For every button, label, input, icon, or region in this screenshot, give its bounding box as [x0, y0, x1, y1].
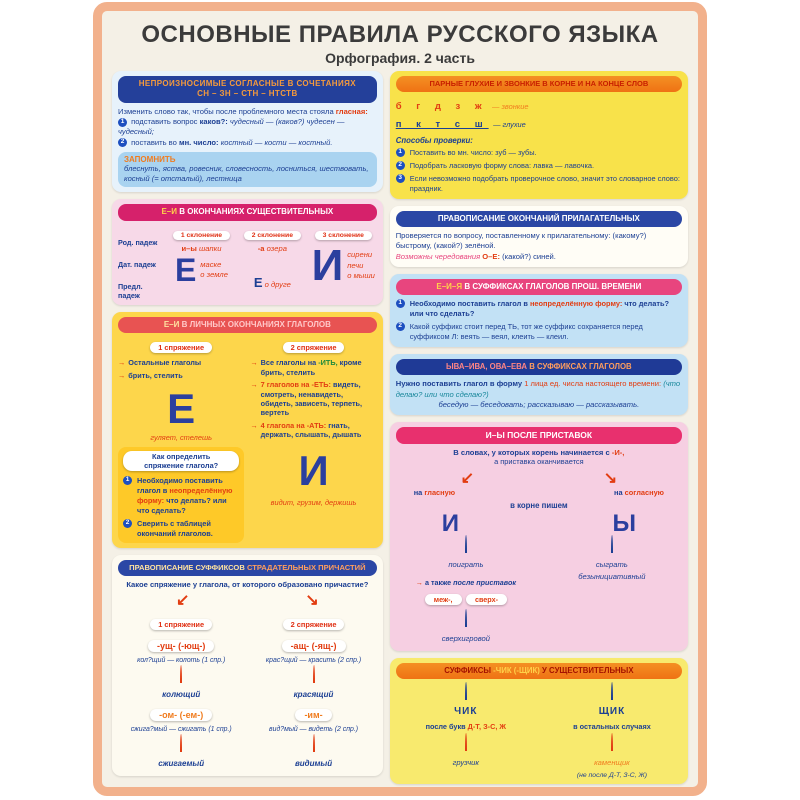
alternation-note: Возможны чередования: [395, 251, 483, 261]
decl1-examples: [200, 260, 228, 281]
suffix-asch: -ащ- (-ящ-): [282, 640, 346, 652]
decl1-example: шапки: [198, 243, 222, 253]
conj2-item-text: [261, 358, 377, 377]
decl3-examples: [347, 250, 375, 281]
how-step-1-text: [137, 476, 239, 516]
section-past-tense-suffixes: [390, 274, 688, 347]
section-yva-iva-suffixes: [390, 354, 688, 415]
conjugation-2-label: 2 спряжение: [283, 619, 345, 630]
header-part1: СУФФИКСЫ: [444, 666, 494, 676]
alternation-letters: О–Е:: [482, 251, 500, 261]
header-rest: В СУФФИКСАХ ГЛАГОЛОВ: [527, 362, 632, 372]
schik-example: [542, 734, 682, 770]
decl1-dative-example: маске: [200, 259, 222, 269]
step-badge: 2: [396, 322, 405, 331]
how1-pre: Необходимо поставить глагол в: [137, 476, 223, 496]
section-unpronounceable-consonants: [112, 71, 383, 192]
schik-example-word: каменщик: [594, 758, 630, 768]
check-way-2: [396, 161, 682, 171]
header-rest: В ЛИЧНЫХ ОКОНЧАНИЯХ ГЛАГОЛОВ: [179, 319, 331, 329]
declension-1-label: 1 склонение: [173, 231, 230, 240]
participle-columns: [118, 614, 377, 771]
header-part1: ПРАВОПИСАНИЕ СУФФИКСОВ: [129, 562, 247, 572]
suffix-schik: ЩИК: [598, 706, 626, 718]
chik-letters: Д-Т, З-С, Ж: [467, 722, 506, 732]
section-noun-endings: [112, 199, 383, 304]
rule-text: [396, 379, 682, 400]
header-highlight: -ЧИК (-ЩИК): [493, 666, 540, 676]
decl3-prep-example: о мыши: [347, 270, 375, 280]
conj1-examples: гуляет, стелешь: [150, 433, 212, 443]
result-4-word: видимый: [294, 758, 333, 768]
conj2-item: [250, 380, 376, 418]
columns: [112, 71, 688, 791]
section-header: ПРАВОПИСАНИЕ ОКОНЧАНИЙ ПРИЛАГАТЕЛЬНЫХ: [396, 211, 682, 227]
conj1-item: [118, 371, 244, 380]
voiced-label: — звонкие: [492, 101, 529, 111]
chik-example: [396, 734, 536, 770]
decl2-prep: [239, 274, 306, 292]
section-header: [118, 204, 377, 220]
big-letter-i: И: [441, 510, 459, 538]
section-verb-endings: [112, 312, 383, 548]
check-way-3-text: Если невозможно подобрать проверочное слово, значит это словарное слово: праздник.: [409, 173, 680, 193]
prefix-sverh: сверх-: [466, 594, 507, 605]
intro1-pre: В словах, у которых корень начинается с: [453, 448, 612, 458]
decl1-ending: и–ы: [181, 243, 197, 253]
remember-label: ЗАПОМНИТЬ: [124, 154, 176, 164]
declension-2-label: 2 склонение: [244, 231, 301, 240]
case-dative: Дат. падеж: [118, 259, 156, 269]
result-3-word: красящий: [293, 689, 334, 699]
section-header: [396, 279, 682, 295]
arrow-down-left-icon: ↙: [460, 470, 474, 488]
chik-column: [396, 683, 536, 779]
i2-pre: 7 глаголов на: [260, 380, 312, 390]
header-part2: У СУЩЕСТВИТЕЛЬНЫХ: [539, 666, 634, 676]
s1-highlight: неопределённую форму:: [529, 299, 625, 309]
arrow-icon: →: [250, 358, 258, 368]
suffix-arc-icon: [465, 682, 467, 700]
section-header: И–Ы ПОСЛЕ ПРИСТАВОК: [396, 427, 682, 444]
remember-box: [118, 152, 377, 188]
also-note: [404, 578, 528, 587]
result-4: [250, 735, 376, 771]
example-2: сжига?мый — сжигать (1 спр.): [130, 725, 232, 733]
i2-suffix: -ЕТЬ:: [311, 380, 331, 390]
section-adjective-endings: [390, 206, 688, 267]
decl3-genitive-example: сирени: [347, 250, 373, 260]
how-step-2-text: Сверить с таблицей окончаний глаголов.: [137, 518, 213, 538]
prefix-arc-icon: [465, 609, 467, 627]
big-letter-i: И: [311, 240, 344, 290]
case-genitive: Род. падеж: [118, 237, 158, 247]
step-badge: 1: [123, 476, 132, 485]
prefix-arc-icon: [465, 535, 467, 553]
section-header: [118, 76, 377, 103]
i1-suffix: -ИТЬ,: [318, 358, 338, 368]
step-badge: 3: [396, 174, 405, 183]
step1-question: каков?:: [199, 117, 228, 127]
how1-highlight: неопределённую форму:: [137, 486, 233, 505]
conjugation-1-label: 1 спряжение: [150, 342, 212, 353]
section-paired-consonants: [390, 71, 688, 199]
prefix-arc-icon: [611, 535, 613, 553]
big-letter-i: И: [298, 446, 329, 494]
conjugation-2-label: 2 спряжение: [283, 342, 345, 353]
declension-2: [239, 224, 306, 300]
step2-keyword: мн. число:: [178, 137, 219, 147]
s1-question: что делать? или что сделать?: [409, 299, 670, 319]
chik-rule: [396, 722, 536, 731]
header-line1: НЕПРОИЗНОСИМЫЕ СОГЛАСНЫЕ В СОЧЕТАНИЯХ: [138, 79, 356, 88]
examples: беседую — беседовать; рассказываю — рассказывать.: [438, 399, 640, 409]
rule-line-1: Проверяется по вопросу, поставленному к прилагательному: (какому?) быстрому, (какой?) зелёной.: [395, 231, 647, 251]
conj2-item: [250, 421, 376, 440]
step1-text: подставить вопрос: [129, 117, 200, 127]
suffix-arc-icon: [611, 733, 613, 751]
vowel-case: [414, 488, 455, 497]
conj1-item: [118, 358, 244, 367]
result-3: [250, 666, 376, 702]
suffix-columns: [396, 683, 682, 779]
voiced-letters: б г д з ж: [395, 100, 488, 112]
decl3-dative-example: печи: [347, 260, 364, 270]
i1-pre: Все глаголы на: [260, 358, 319, 368]
suffix-chik: ЧИК: [454, 706, 478, 718]
consonant-word: согласную: [624, 488, 664, 498]
check-ways-label: Способы проверки:: [395, 135, 473, 145]
how-step-1: [123, 476, 239, 516]
consonant-example-1: сыграть: [595, 560, 628, 570]
result-2: [118, 735, 244, 771]
step-badge: 1: [396, 148, 405, 157]
conj2-item-text: [261, 421, 377, 440]
step-badge: 2: [123, 519, 132, 528]
big-letter-e: Е: [174, 251, 197, 288]
conj2-item-text: [261, 380, 377, 418]
branch-arrows: [118, 590, 377, 610]
rule-text: [118, 107, 377, 148]
check-way-3: [396, 174, 682, 194]
suffix-arc-icon: [313, 734, 315, 752]
section-header: [118, 560, 377, 576]
conjugation-1-column: [118, 337, 244, 543]
conj1-item-text: Остальные глаголы: [128, 358, 202, 368]
also-bold: после приставок: [453, 578, 516, 588]
decl2-ending: -а: [257, 243, 265, 253]
suffix-im: -им-: [295, 709, 331, 721]
poster-frame: [93, 2, 707, 796]
declension-1: [168, 224, 235, 300]
step-1-text: [410, 299, 682, 319]
schik-note: (не после Д-Т, З-С, Ж): [576, 772, 647, 780]
header-rest: В СУФФИКСАХ ГЛАГОЛОВ ПРОШ. ВРЕМЕНИ: [462, 281, 642, 291]
suffix-om: -ом- (-ем-): [150, 709, 212, 721]
branch-arrows: [396, 468, 682, 488]
decl2-example: озера: [266, 243, 287, 253]
i1-post: кроме брить, стелить: [260, 358, 362, 377]
chik-example-word: грузчик: [452, 758, 479, 768]
rule-highlight: 1 лица ед. числа настоящего времени:: [524, 379, 662, 389]
conj2-item: [250, 358, 376, 377]
voiceless-letters: п к т с ш: [395, 118, 489, 130]
section-header: [396, 663, 682, 679]
also-example-word: сверхигровой: [441, 634, 490, 644]
header-rest: В ОКОНЧАНИЯХ СУЩЕСТВИТЕЛЬНЫХ: [177, 207, 334, 217]
consonant-pairs: [396, 96, 682, 132]
decl1-prep-example: о земле: [200, 269, 228, 279]
declension-3-label: 3 склонение: [315, 231, 372, 240]
vowel-pre: на: [413, 488, 425, 498]
case-labels: [396, 488, 682, 497]
big-letter-y: Ы: [612, 510, 636, 538]
rule-pre: Нужно поставить глагол в форму: [395, 379, 525, 389]
small-letter-e: Е: [253, 274, 263, 290]
i3-post: гнать, держать, слышать, дышать: [260, 420, 362, 440]
conjugation-columns: [118, 337, 377, 543]
intro-line-1: [396, 448, 682, 457]
header-highlight: Е–И–Я: [436, 281, 463, 291]
example-4: вид?мый — видеть (2 спр.): [269, 725, 359, 733]
i3-pre: 4 глагола на: [260, 420, 307, 430]
step2-text: поставить во: [129, 137, 179, 147]
result-2-word: сжигаемый: [158, 758, 205, 768]
big-letter-e: Е: [167, 385, 196, 433]
i2-post: видеть, смотреть, ненавидеть, обидеть, зависеть, терпеть, вертеть: [260, 380, 363, 418]
header-line2: СН – ЗН – СТН – НТСТВ: [197, 89, 298, 99]
step1-badge: 1: [118, 118, 127, 127]
rule-question: (что делаю? или что сделаю?): [395, 379, 681, 399]
intro: Изменить слово так, чтобы после проблемного места стояла: [118, 106, 336, 116]
poster-subtitle: Орфография. 2 часть: [325, 50, 475, 66]
vowel-example-word: поиграть: [448, 560, 484, 570]
alternation-example: (какой?) синей.: [500, 251, 556, 261]
remember-words: блеснуть, яства, ровесник, словесность, лосниться, шествовать, косный (= отсталый), лестница: [124, 163, 369, 184]
vowel-word: гласную: [424, 488, 456, 498]
decl1-letter-block: [168, 251, 235, 288]
arrow-down-left-icon: ↙: [175, 591, 190, 609]
check-way-2-text: Подобрать ласковую форму слова: лавка — лавочка.: [409, 160, 595, 170]
decl2-prep-example: о друге: [264, 279, 291, 289]
how1-question: что делать? или что сделать?: [137, 496, 227, 515]
middle-label: в корне пишем: [510, 501, 568, 511]
arrow-down-right-icon: ↘: [603, 470, 618, 488]
schik-column: [542, 683, 682, 779]
conj1-item-text: брить, стелить: [128, 370, 183, 380]
big-letters: [396, 512, 682, 536]
right-column: [390, 71, 688, 791]
conjugation-2-column: [250, 337, 376, 543]
header-highlight: ЫВА–ИВА, ОВА–ЕВА: [446, 362, 528, 372]
decl2-genitive: [239, 244, 306, 254]
decl3-letter-block: [310, 240, 377, 290]
vowel-examples: [404, 536, 528, 646]
check-way-1: [396, 148, 682, 158]
question: Какое спряжение у глагола, от которого образовано причастие?: [126, 579, 369, 589]
schik-rule: в остальных случаях: [573, 722, 651, 732]
participle-conj2-column: [250, 614, 376, 771]
header-part2: СТРАДАТЕЛЬНЫХ ПРИЧАСТИЙ: [246, 562, 366, 572]
consonant-examples: [550, 536, 674, 581]
arrow-icon: →: [250, 380, 258, 390]
section-participle-suffixes: [112, 555, 383, 776]
case-labels: [118, 224, 164, 300]
how-step-2: [123, 519, 239, 539]
suffix-arc-icon: [180, 734, 182, 752]
suffix-usch: -ущ- (-ющ-): [148, 640, 214, 652]
how-to-title: Как определить спряжение глагола?: [123, 451, 239, 471]
declension-table: [118, 224, 377, 300]
left-column: [112, 71, 383, 783]
step2-badge: 2: [118, 138, 127, 147]
suffix-arc-icon: [313, 665, 315, 683]
s1-pre: Необходимо поставить глагол в: [409, 299, 530, 309]
declension-3: [310, 224, 377, 300]
step-badge: 1: [396, 299, 405, 308]
prefix-mezh: меж-,: [425, 594, 462, 605]
arrow-icon: →: [250, 420, 258, 430]
suffix-arc-icon: [180, 665, 182, 683]
header-highlight: Е–И: [163, 319, 180, 329]
step1-example: чудесный — (каков?) чудесен — чудесный;: [118, 117, 345, 137]
consonant-case: [614, 488, 664, 497]
consonant-pre: на: [614, 488, 625, 498]
suffix-arc-icon: [611, 682, 613, 700]
check-way-1-text: Поставить во мн. число: зуб — зубы.: [409, 147, 537, 157]
step-badge: 2: [396, 161, 405, 170]
step-2-text: Какой суффикс стоит перед ТЬ, тот же суффикс сохраняется перед суффиксом Л: веять — веял, клеить — клеил.: [409, 322, 643, 342]
arrow-icon: →: [415, 578, 423, 588]
also-pre: а также: [424, 578, 454, 588]
chik-rule-pre: после букв: [425, 722, 468, 732]
case-prepositional: Предл. падеж: [118, 281, 143, 300]
step-2: [396, 322, 682, 342]
step-1: [396, 299, 682, 319]
suffix-arc-icon: [465, 733, 467, 751]
how-to-box: [118, 447, 244, 543]
result-1: [118, 666, 244, 702]
result-1-word: колющий: [162, 689, 201, 699]
arrow-icon: →: [118, 370, 126, 380]
poster-title: ОСНОВНЫЕ ПРАВИЛА РУССКОГО ЯЗЫКА: [141, 21, 659, 48]
intro-highlight: гласная:: [335, 106, 368, 116]
header-highlight: Е–И: [161, 207, 178, 217]
example-columns: [396, 536, 682, 646]
example-1: кол?щий — колоть (1 спр.): [137, 656, 226, 664]
section-header: [396, 359, 682, 375]
consonant-example-2: безынициативный: [578, 572, 646, 582]
arrow-down-right-icon: ↘: [305, 591, 319, 609]
section-i-y-after-prefixes: [390, 422, 688, 651]
example-3: крас?щий — красить (2 спр.): [265, 656, 362, 664]
participle-conj1-column: [118, 614, 244, 771]
intro1-highlight: -И-,: [611, 448, 625, 458]
section-chik-schik-suffixes: [390, 658, 688, 784]
also-example: [404, 610, 528, 646]
i3-suffix: -АТЬ:: [306, 420, 327, 430]
step2-example: костный — кости — костный.: [218, 137, 333, 147]
section-header: [118, 317, 377, 333]
section-header: ПАРНЫЕ ГЛУХИЕ И ЗВОНКИЕ В КОРНЕ И НА КОНЦЕ СЛОВ: [396, 76, 682, 92]
conjugation-1-label: 1 спряжение: [150, 619, 212, 630]
prefix-pills: [404, 589, 528, 607]
arrow-icon: →: [118, 358, 126, 368]
voiceless-label: — глухие: [493, 119, 526, 129]
rule-line-2: [396, 252, 682, 262]
conj2-examples: видит, грузим, держишь: [270, 497, 357, 507]
intro-line-2: а приставка оканчивается: [494, 457, 584, 467]
